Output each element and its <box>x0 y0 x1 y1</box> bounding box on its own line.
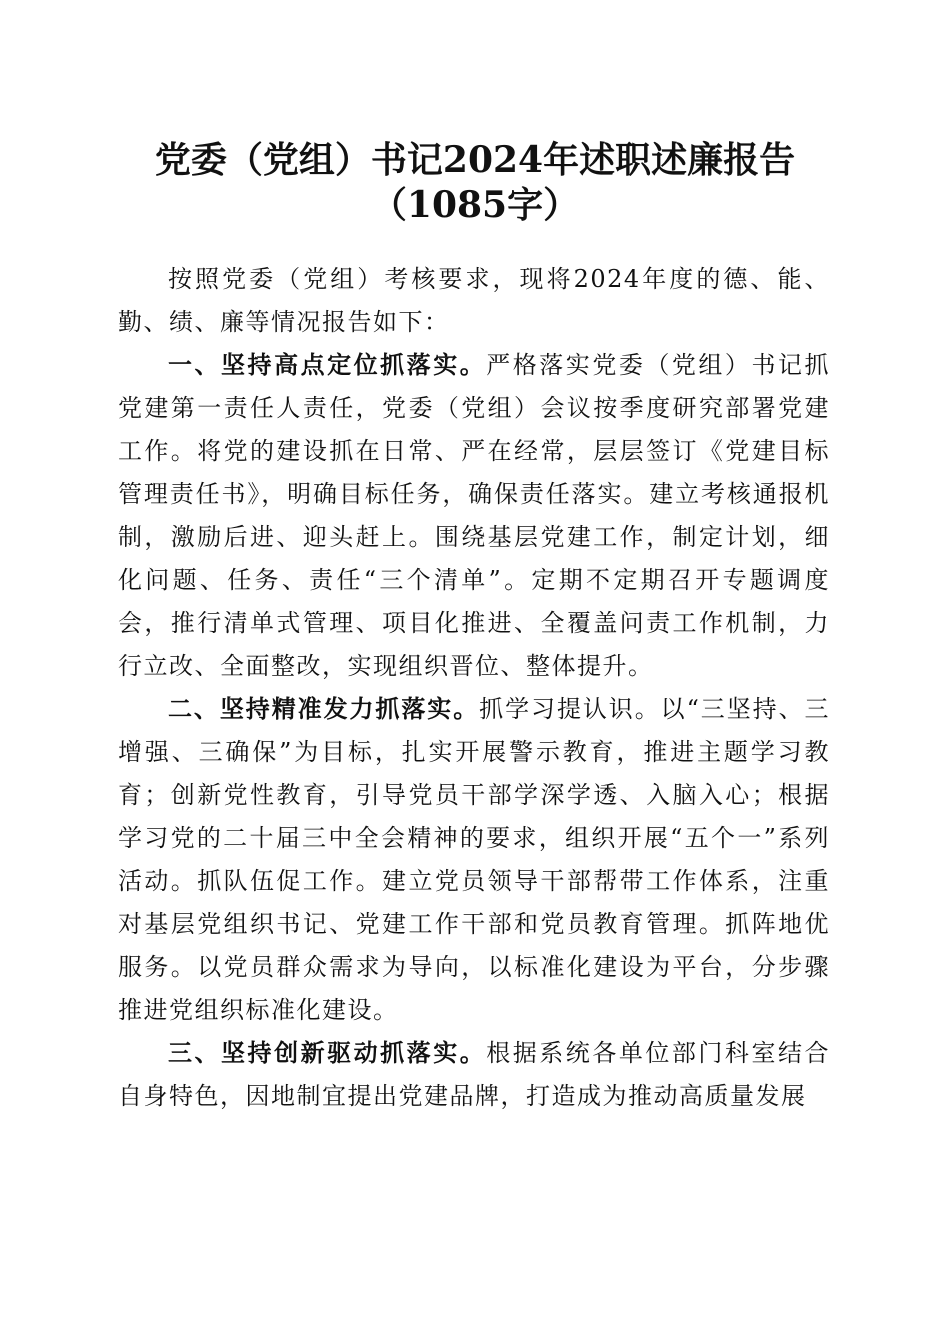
intro-paragraph <box>118 258 830 344</box>
document-subtitle-word-count: （1085字） <box>370 184 580 226</box>
section-1-text: 严格落实党委（党组）书记抓党建第一责任人责任，党委（党组）会议按季度研究部署党建工作。将党的建设抓在日常、严在经常，层层签订《党建目标管理责任书》，明确目标任务，确保责任落实。建立考核通报机制，激励后进、迎头赶上。围绕基层党建工作，制定计划，细化问题、任务、责任“三个清单”。定期不定期召开专题调度会，推行清单式管理、项目化推进、全覆盖问责工作机制，力行立改、全面整改，实现组织晋位、整体提升。 <box>118 351 830 680</box>
section-2-text: 抓学习提认识。以“三坚持、三增强、三确保”为目标，扎实开展警示教育，推进主题学习教育；创新党性教育，引导党员干部学深学透、入脑入心；根据学习党的二十届三中全会精神的要求，组织开展“五个一”系列活动。抓队伍促工作。建立党员领导干部帮带工作体系，注重对基层党组织书记、党建工作干部和党员教育管理。抓阵地优服务。以党员群众需求为导向，以标准化建设为平台，分步骤推进党组织标准化建设。 <box>118 695 830 1024</box>
paragraph-text: 按照党委（党组）考核要求，现将2024年度的德、能、勤、绩、廉等情况报告如下： <box>118 265 830 336</box>
section-3-paragraph <box>118 1032 830 1118</box>
document-title: 党委（党组）书记2024年述职述廉报告 <box>154 139 796 181</box>
section-3-text: 根据系统各单位部门科室结合自身特色，因地制宜提出党建品牌，打造成为推动高质量发展 <box>118 1039 830 1110</box>
section-2-paragraph <box>118 688 830 1032</box>
document-body <box>118 258 830 1118</box>
section-1-heading: 一、坚持高点定位抓落实。 <box>168 351 487 379</box>
section-3-heading: 三、坚持创新驱动抓落实。 <box>168 1039 487 1067</box>
section-2-heading: 二、坚持精准发力抓落实。 <box>168 695 480 723</box>
section-1-paragraph <box>118 344 830 688</box>
